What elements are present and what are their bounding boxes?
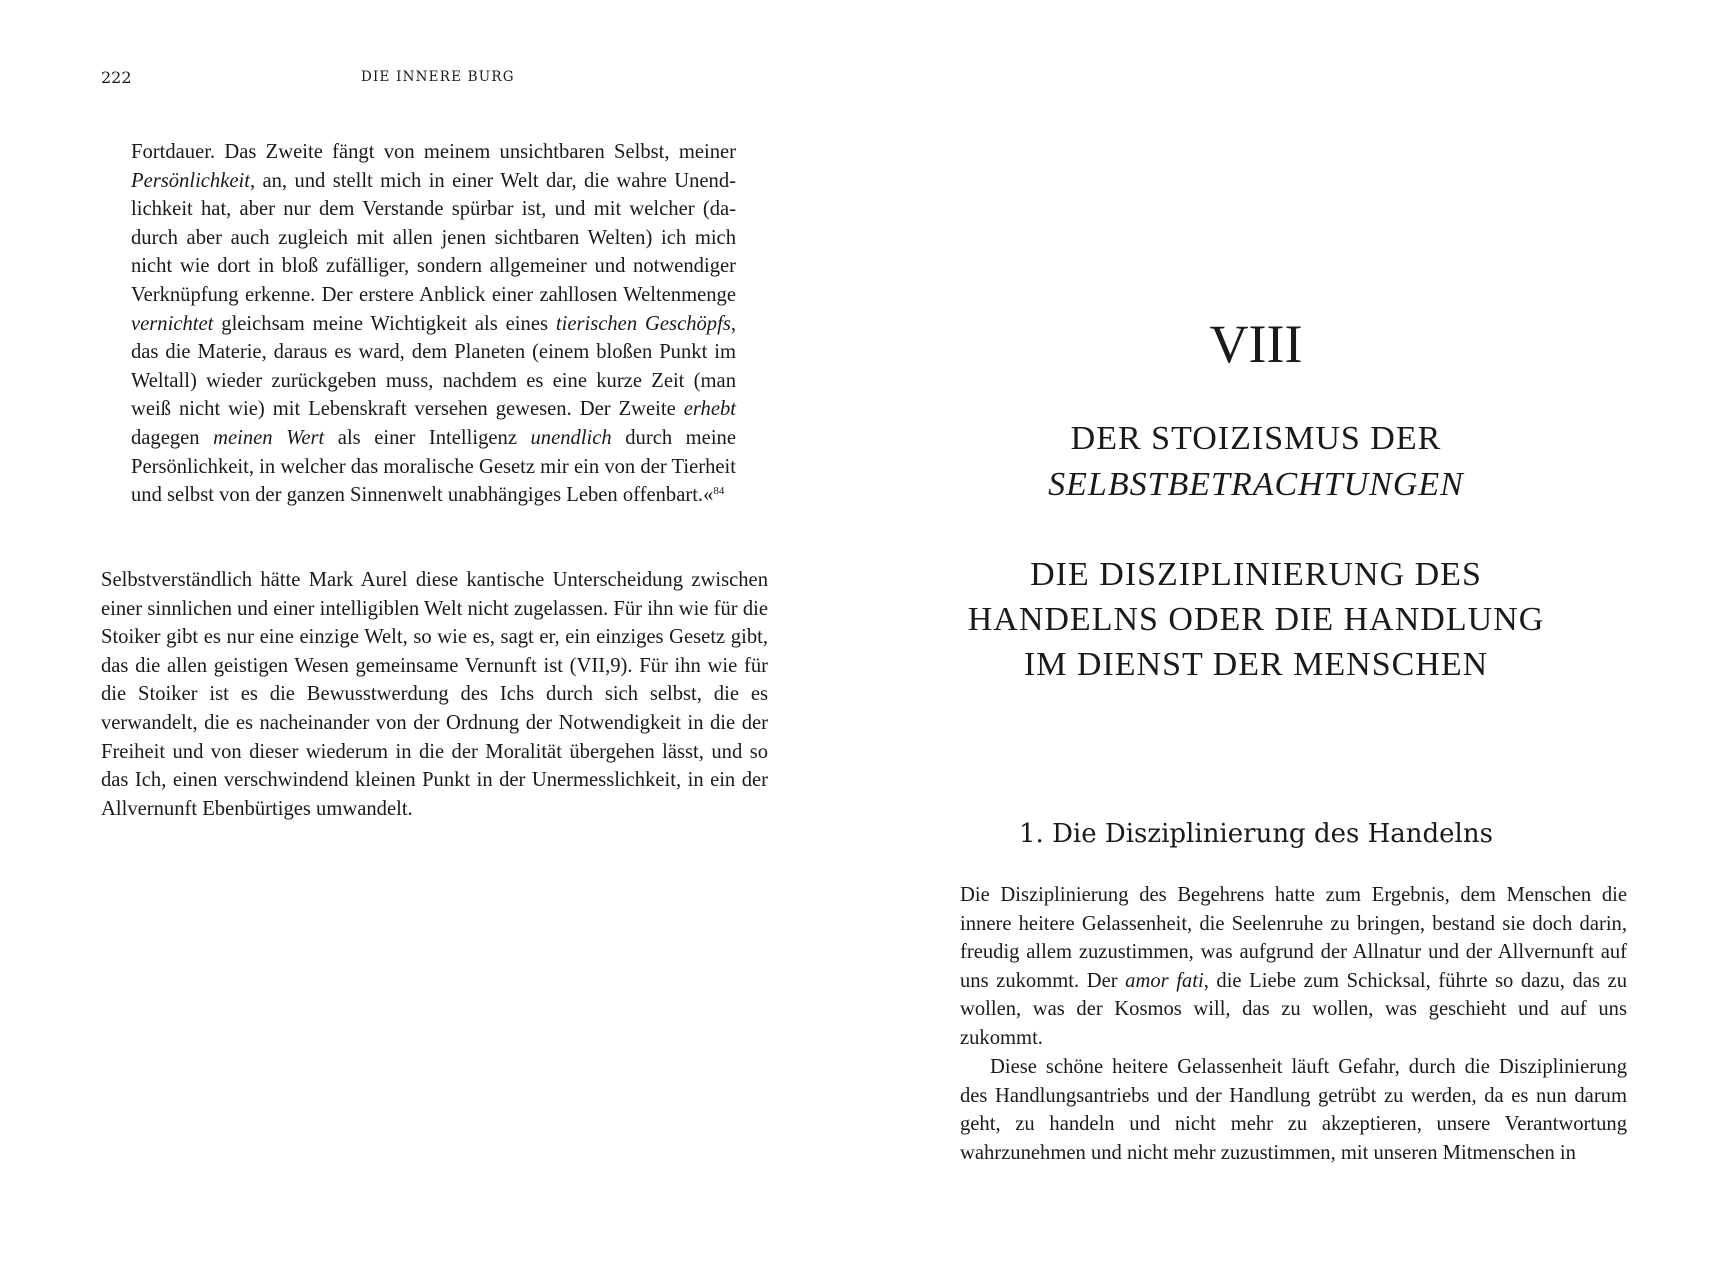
block-quote: Fortdauer. Das Zweite fängt von meinem unsichtbaren Selbst, meiner Persönlichkeit, an, und stellt mich in einer Welt dar, die wahre Unendlichkeit hat, aber nur dem Verstande spürbar ist, und mit welcher (dadurch aber auch zugleich mit allen jenen sichtbaren Welten) ich mich nicht wie dort in bloß zufälliger, sondern allgemeiner und notwendiger Verknüpfung erkenne. Der erstere Anblick einer zahllosen Weltenmenge vernichtet gleichsam meine Wichtigkeit als eines tierischen Geschöpfs, das die Materie, daraus es ward, dem Planeten (einem bloßen Punkt im Weltall) wieder zurückgeben muss, nachdem es eine kurze Zeit (man weiß nicht wie) mit Lebenskraft versehen gewesen. Der Zweite erhebt dagegen meinen Wert als einer Intelligenz unendlich durch meine Persönlichkeit, in welcher das moralische Gesetz mir ein von der Tierheit und selbst von der ganzen Sinnenwelt unabhängiges Leben offenbart.«$^{84}$ xyxy=(131,141,736,507)
body-paragraph: Selbstverständlich hätte Mark Aurel diese kantische Unterscheidung zwischen einer sinnlichen und einer intelligiblen Welt nicht zugelassen. Für ihn wie für die Stoiker gibt es nur eine einzige Welt, so wie es, sagt er, ein einziges Gesetz gibt, das die allen geistigen Wesen gemeinsame Vernunft ist (VII,9). Für ihn wie für die Stoiker ist es die Bewusstwerdung des Ichs durch sich selbst, die es verwandelt, die es nacheinander von der Ordnung der Notwendigkeit in die der Freiheit und von dieser wiederum in die der Moralität übergehen lässt, und so das Ich, einen verschwindend kleinen Punkt in der Unermesslichkeit, in ein der Allvernunft Ebenbürtiges umwandelt. xyxy=(101,569,768,820)
chapter-number: VIII xyxy=(1209,314,1303,374)
part-title-line: IM DIENST DER MENSCHEN xyxy=(1023,646,1489,683)
part-title-line: DIE DISZIPLINIERUNG DES xyxy=(1030,556,1482,593)
section-heading: 1. Die Disziplinierung des Handelns xyxy=(1019,819,1493,849)
body-paragraph: Die Disziplinierung des Begehrens hatte zum Ergebnis, dem Menschen die innere heitere Gelassenheit, die Seelenruhe zu bringen, bestand sie doch darin, freudig allem zuzustimmen, was aufgrund der Allnatur und der Allvernunft auf uns zukommt. Der amor fati, die Liebe zum Schicksal, führte so dazu, das zu wollen, was der Kosmos will, das zu wollen, was geschieht und auf uns zukommt. xyxy=(960,884,1627,1049)
right-page xyxy=(856,0,1713,1270)
running-header xyxy=(101,68,801,92)
page-number: 222 xyxy=(101,68,132,87)
chapter-title xyxy=(961,416,1551,508)
part-title-line: HANDELNS ODER DIE HANDLUNG xyxy=(967,601,1545,638)
chapter-title-line: DER STOIZISMUS DER xyxy=(1070,420,1442,457)
left-page xyxy=(0,0,856,1270)
body-paragraph: Diese schöne heitere Gelassenheit läuft Gefahr, durch die Disziplinierung des Handlungsantriebs und der Handlung getrübt zu werden, da es nun darum geht, zu handeln und nicht mehr zu akzeptieren, unsere Verantwortung wahrzunehmen und nicht mehr zuzustimmen, mit unseren Mitmenschen in xyxy=(960,1056,1627,1164)
running-title: DIE INNERE BURG xyxy=(361,69,515,85)
part-title xyxy=(961,552,1551,687)
chapter-title-line-italic: SELBSTBETRACHTUNGEN xyxy=(1048,466,1464,503)
